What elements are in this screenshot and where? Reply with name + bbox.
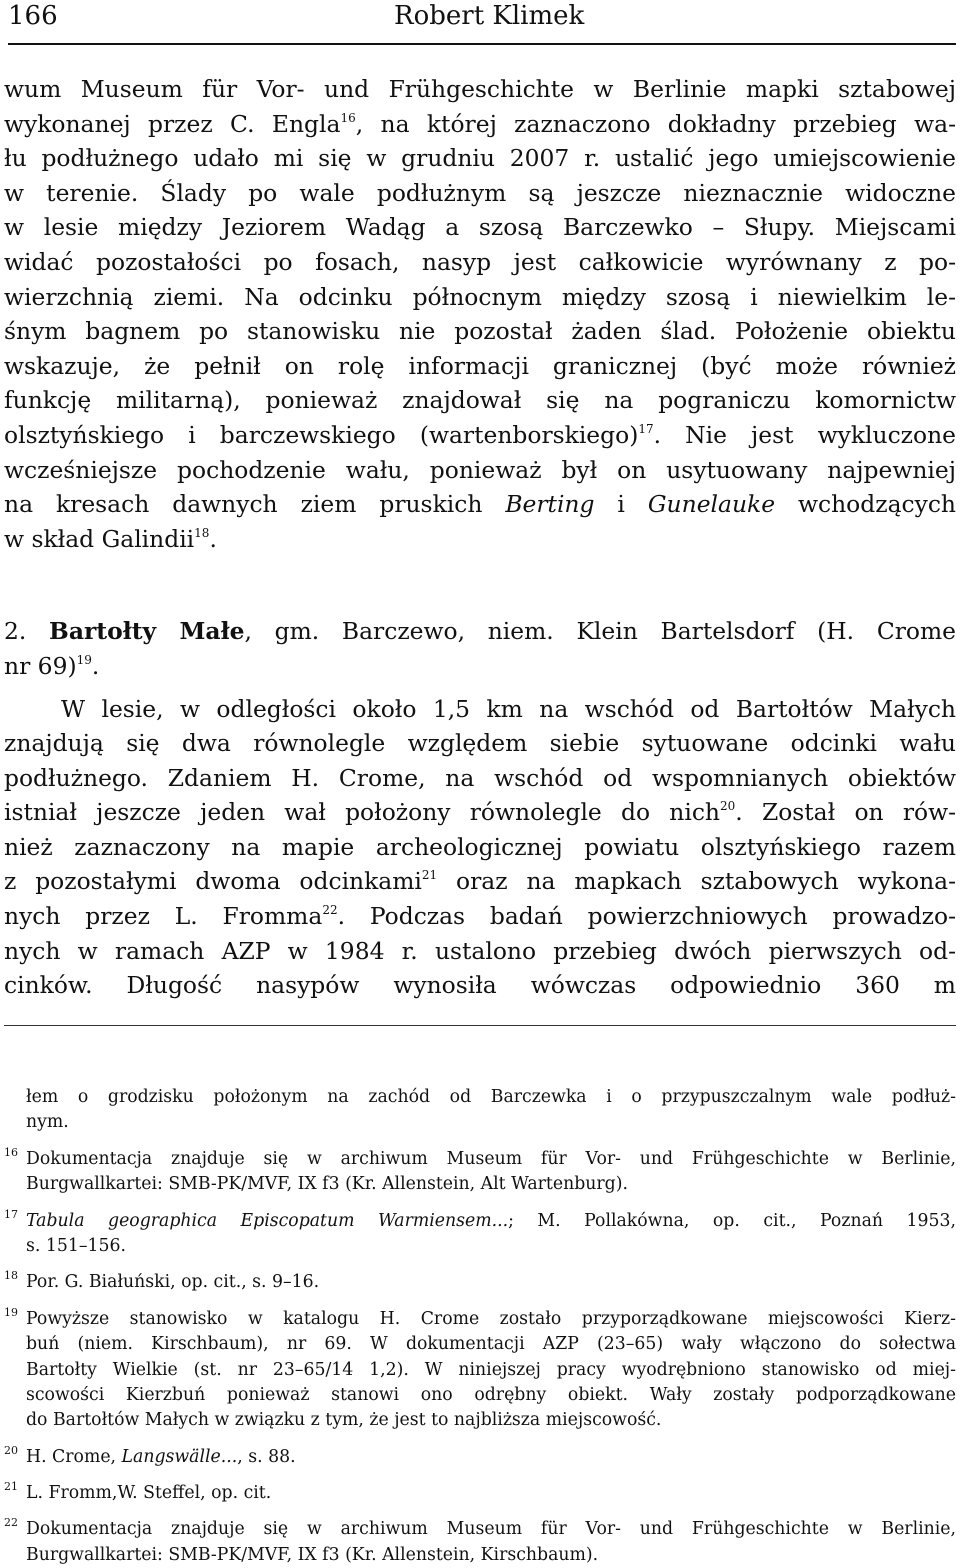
text-line: widać pozostałości po fosach, nasyp jest całkowicie wyrównany z po- bbox=[4, 247, 956, 276]
page-header bbox=[4, 0, 956, 44]
footnotes bbox=[4, 1085, 956, 1568]
running-title: Robert Klimek bbox=[394, 1, 585, 31]
main-text bbox=[4, 72, 956, 1003]
footnote-number: 19 bbox=[4, 1305, 18, 1319]
text-line: wcześniejsze pochodzenie wału, ponieważ był on usytuowany najpewniej bbox=[4, 455, 956, 484]
text-line: nr 69)$^{19}$. bbox=[4, 651, 100, 680]
text-line: na kresach dawnych ziem pruskich Berting i Gunelauke wchodzących bbox=[4, 490, 956, 519]
section-heading: 2. Bartołty Małe, gm. Barczewo, niem. Klein Bartelsdorf (H. Crome bbox=[4, 617, 957, 646]
text-line: nież zaznaczony na mapie archeologicznej powiatu olsztyńskiego razem bbox=[4, 832, 956, 861]
text-line: istniał jeszcze jeden wał położony równolegle do nich$^{20}$. Został on rów- bbox=[4, 798, 957, 827]
header-rule bbox=[8, 43, 956, 45]
footnote-20: 20 H. Crome, Langswälle..., s. 88. bbox=[4, 1443, 296, 1467]
text-line: znajdują się dwa równolegle względem siebie sytuowane odcinki wału bbox=[4, 729, 956, 758]
text-line: wykonanej przez C. Engla$^{16}$, na której zaznaczono dokładny przebieg wa- bbox=[4, 109, 956, 138]
footnote-ref[interactable]: 18 bbox=[194, 525, 210, 540]
footnote-line: łem o grodzisku położonym na zachód od Barczewka i o przypuszczalnym wale podłuż- bbox=[26, 1087, 956, 1107]
footnote-ref[interactable]: 19 bbox=[76, 652, 92, 667]
text-line: śnym bagnem po stanowisku nie pozostał żaden ślad. Położenie obiektu bbox=[4, 317, 956, 346]
footnote-number: 18 bbox=[4, 1269, 18, 1283]
footnote-number: 16 bbox=[4, 1145, 18, 1159]
text-line: wum Museum für Vor- und Frühgeschichte w Berlinie mapki sztabowej bbox=[4, 75, 956, 103]
text-line: nych przez L. Fromma$^{22}$. Podczas badań powierzchniowych prowadzo- bbox=[4, 902, 956, 931]
text-line: wskazuje, że pełnił on rolę informacji granicznej (być może również bbox=[4, 351, 956, 380]
footnote-ref[interactable]: 16 bbox=[340, 110, 356, 125]
footnote-number: 21 bbox=[4, 1480, 18, 1494]
footnote-rule bbox=[4, 1025, 956, 1026]
text-line: w lesie między Jeziorem Wadąg a szosą Barczewko – Słupy. Miejscami bbox=[4, 213, 956, 242]
footnote-ref[interactable]: 20 bbox=[720, 799, 736, 814]
footnote-19: 19 Powyższe stanowisko w katalogu H. Crome zostało przyporządkowane miejscowości Kierz- buń (niem. Kirschbaum), nr 69. W dokumentacji AZP (23–65) wały włączono do sołectwa Bartołty Wielkie (st. nr 23–65/14 1,2). W niniejszej pracy wyodrębniono stanowisko od miej- scowości Kierzbuń ponieważ stanowi ono odrębny obiekt. Wały zostały podporządkowane do Bartołtów Małych w związku z tym, że jest to najbliższa miejscowość. bbox=[4, 1305, 956, 1431]
text-line: olsztyńskiego i barczewskiego (wartenborskiego)$^{17}$. Nie jest wykluczone bbox=[4, 420, 956, 449]
text-line: funkcję militarną), ponieważ znajdował się na pograniczu komornictw bbox=[4, 386, 956, 415]
footnote-ref[interactable]: 17 bbox=[638, 421, 654, 436]
footnote-17: 17 Tabula geographica Episcopatum Warmiensem...; M. Pollakówna, op. cit., Poznań 1953, s. 151–156. bbox=[4, 1207, 956, 1256]
footnote-16: 16 Dokumentacja znajduje się w archiwum Museum für Vor- und Frühgeschichte w Berlinie, Burgwallkartei: SMB-PK/MVF, IX f3 (Kr. Allenstein, Alt Wartenburg). bbox=[4, 1145, 956, 1195]
footnote-number: 22 bbox=[4, 1516, 18, 1530]
page-number: 166 bbox=[8, 1, 58, 31]
footnote-line: nym. bbox=[26, 1112, 69, 1133]
text-line: podłużnego. Zdaniem H. Crome, na wschód od wspomnianych obiektów bbox=[4, 763, 956, 792]
footnote-22: 22 Dokumentacja znajduje się w archiwum Museum für Vor- und Frühgeschichte w Berlinie, Burgwallkartei: SMB-PK/MVF, IX f3 (Kr. Allenstein, Kirschbaum). bbox=[4, 1516, 956, 1565]
footnote-21: 21 L. Fromm,W. Steffel, op. cit. bbox=[4, 1480, 272, 1504]
section-title: Bartołty Małe bbox=[49, 617, 245, 646]
text-line: w skład Galindii$^{18}$. bbox=[4, 524, 217, 553]
footnote-ref[interactable]: 22 bbox=[322, 903, 338, 918]
footnote-number: 20 bbox=[4, 1443, 18, 1457]
text-line: nych w ramach AZP w 1984 r. ustalono przebieg dwóch pierwszych od- bbox=[4, 936, 956, 965]
text-line: cinków. Długość nasypów wynosiła wówczas odpowiednio 360 m bbox=[4, 971, 956, 1000]
footnote-number: 17 bbox=[4, 1207, 18, 1221]
text-line: w terenie. Ślady po wale podłużnym są jeszcze nieznacznie widoczne bbox=[4, 178, 956, 207]
footnote-ref[interactable]: 21 bbox=[421, 868, 438, 883]
text-line: wierzchnią ziemi. Na odcinku północnym między szosą i niewielkim le- bbox=[4, 282, 956, 311]
text-line: W lesie, w odległości około 1,5 km na wschód od Bartołtów Małych bbox=[61, 694, 956, 723]
text-line: łu podłużnego udało mi się w grudniu 2007 r. ustalić jego umiejscowienie bbox=[4, 144, 956, 173]
footnote-18: 18 Por. G. Białuński, op. cit., s. 9–16. bbox=[4, 1269, 320, 1293]
text-line: z pozostałymi dwoma odcinkami$^{21}$ oraz na mapkach sztabowych wykona- bbox=[4, 867, 956, 896]
